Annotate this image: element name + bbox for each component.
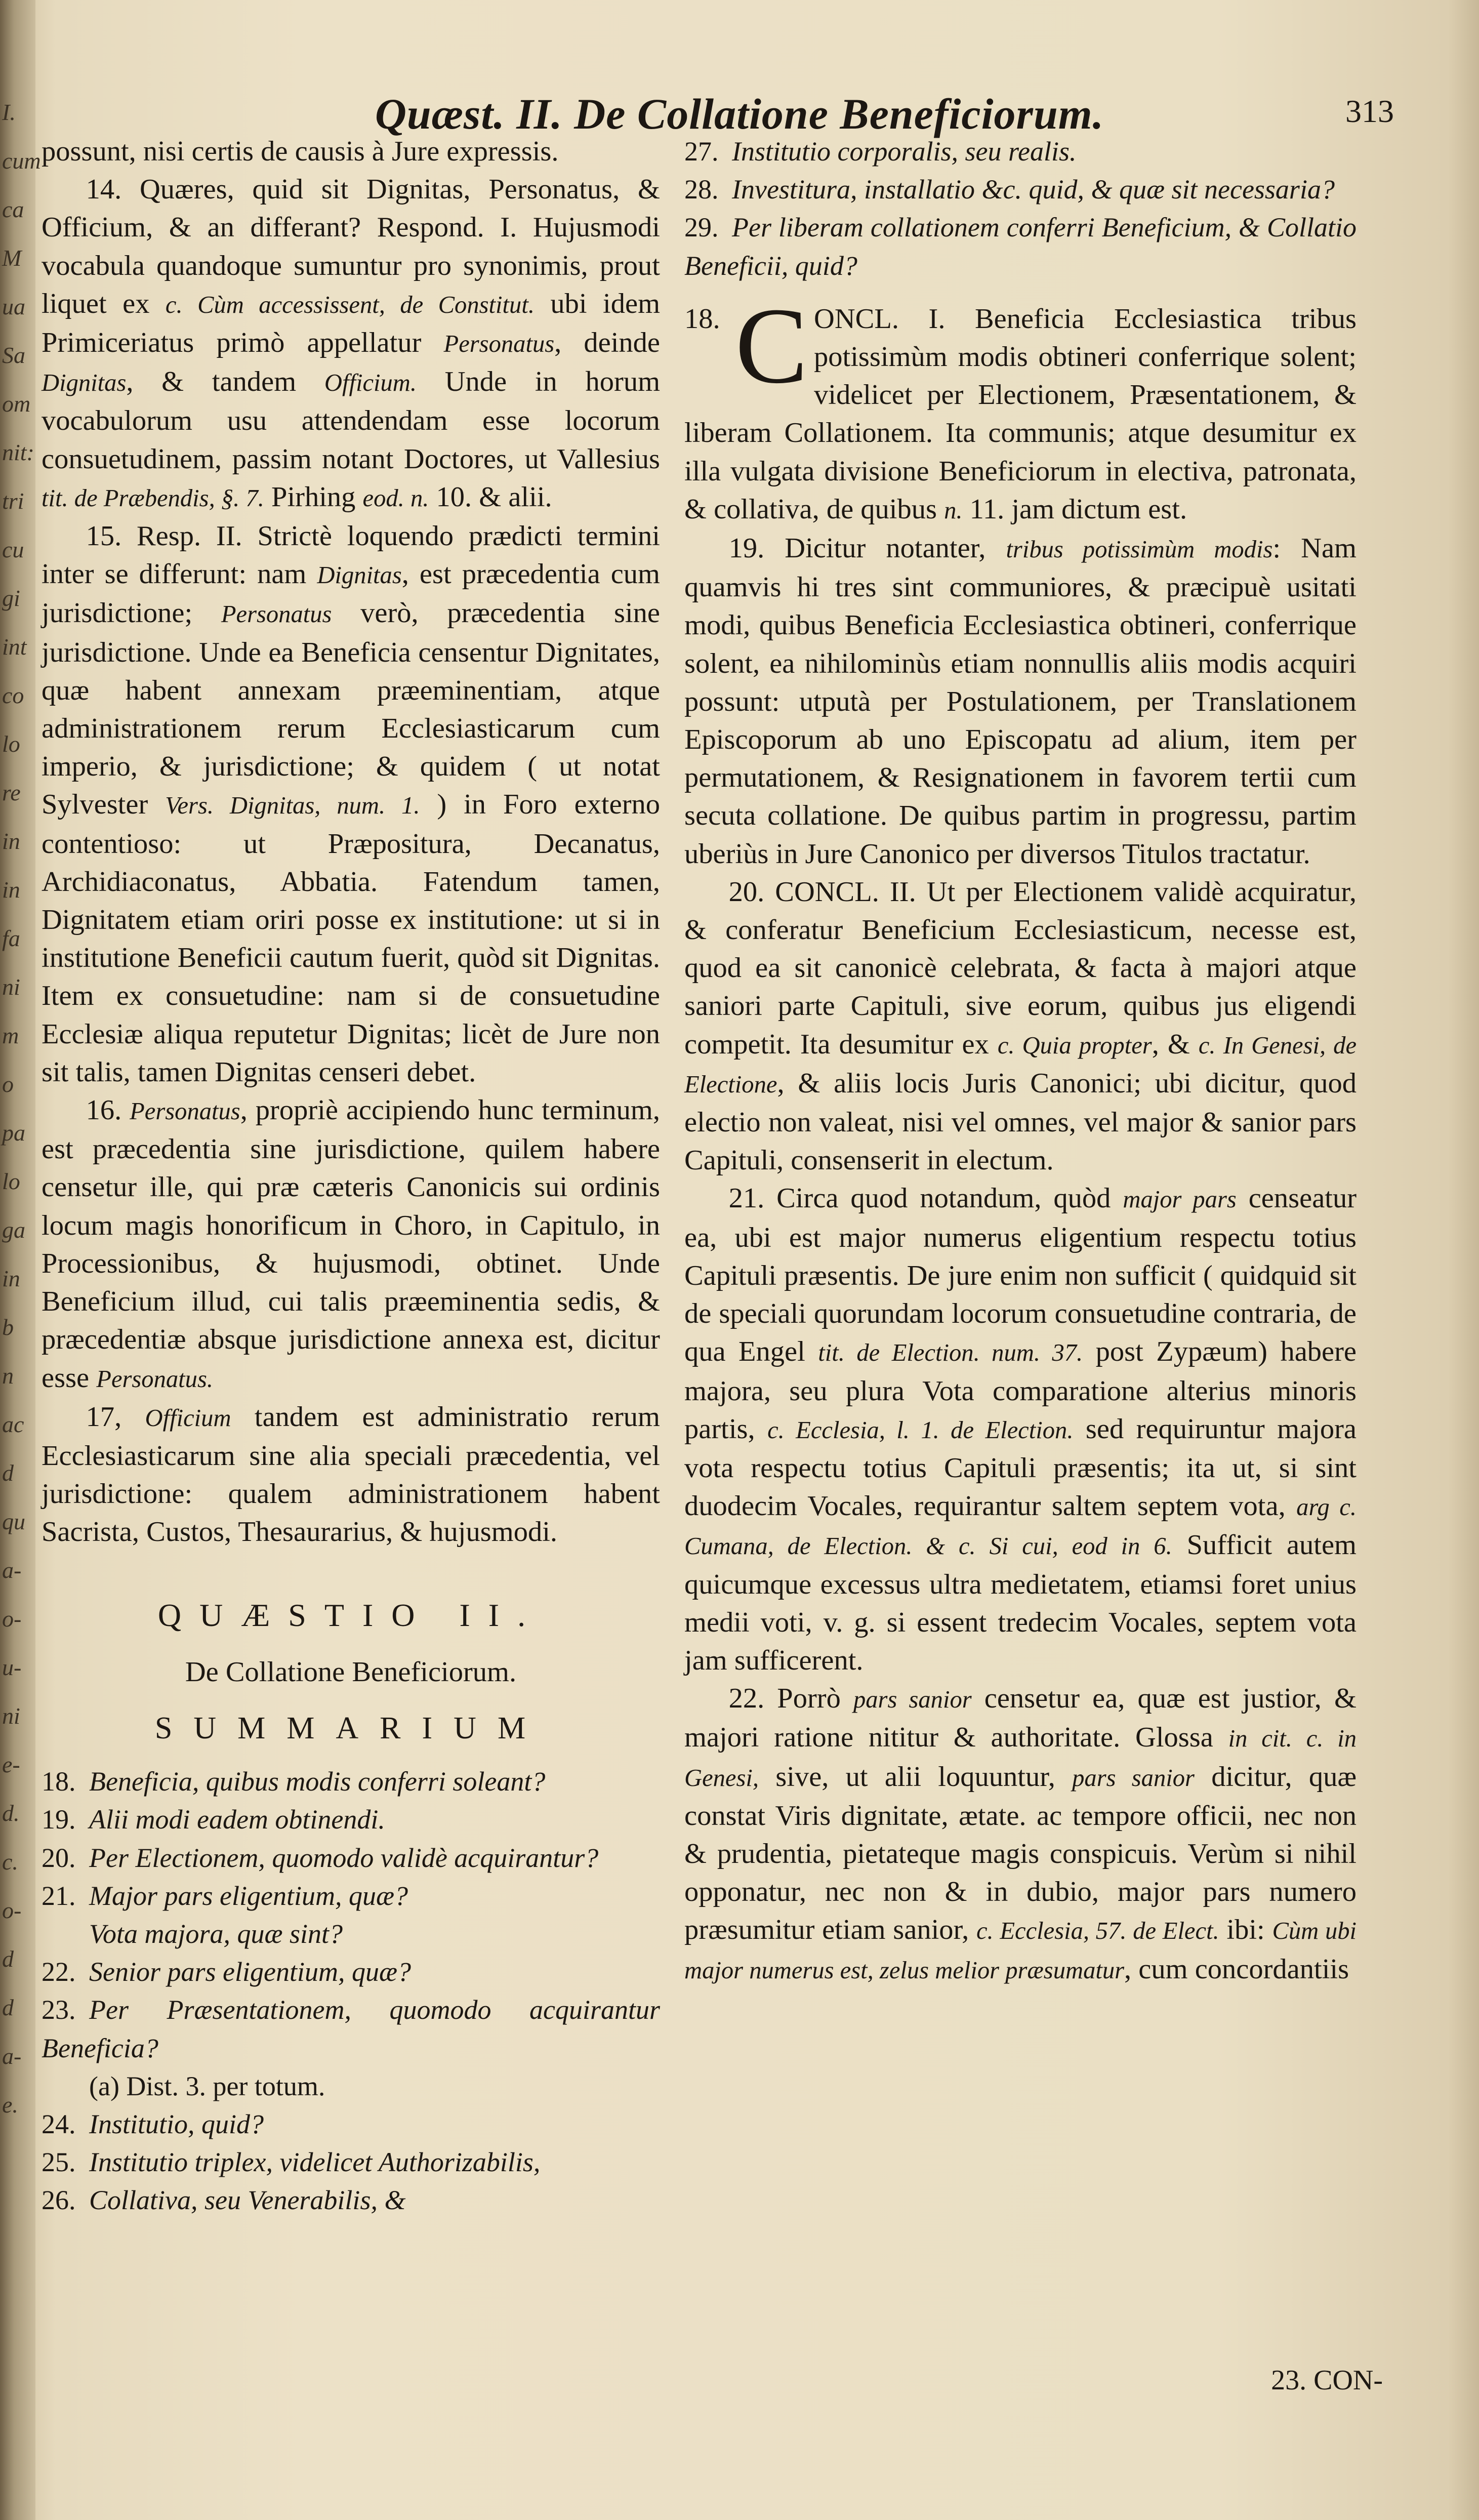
margin-fragment: in xyxy=(2,1266,20,1291)
margin-fragment: ga xyxy=(2,1217,25,1243)
margin-fragment: d xyxy=(2,1460,14,1486)
margin-fragment: in xyxy=(2,877,20,903)
summary-item-text: Per Præsentationem, quomodo acquirantur Beneficia? xyxy=(42,1995,660,2063)
margin-fragment: I. xyxy=(2,99,16,125)
summary-item xyxy=(684,209,1357,284)
paragraph-21: 21. Circa quod notandum, quòd major pars censeatur ea, ubi est major numerus eligentium respectu totius Capituli præsentis. De jure enim non sufficit ( quidquid sit de speciali quorundam locorum consuetudine contraria, de qua Engel tit. de Election. num. 37. post Zypæum) habere majora, seu plura Vota comparatione alterius minoris partis, c. Ecclesia, l. 1. de Election. sed requiruntur majora vota respectu totius Capituli præsentis; ita ut, si sint duodecim Vocales, requirantur saltem septem vota, arg c. Cumana, de Election. & c. Si cui, eod in 6. Sufficit autem quicumque excessus ultra medietatem, etiamsi foret unius medii voti, v. g. si essent tredecim Vocales, septem vota jam sufficerent. xyxy=(684,1183,1357,1676)
running-header xyxy=(0,89,1479,137)
summary-item-text: Major pars eligentium, quæ? xyxy=(89,1880,408,1911)
summary-item-number: 18. xyxy=(42,1766,76,1797)
margin-fragment: ca xyxy=(2,196,24,222)
margin-fragment: b xyxy=(2,1314,14,1340)
summary-item-text: Collativa, seu Venerabilis, & xyxy=(89,2185,406,2216)
margin-fragment: o- xyxy=(2,1606,22,1632)
summary-item xyxy=(684,133,1357,171)
margin-fragment: a- xyxy=(2,1557,22,1583)
summary-item xyxy=(684,171,1357,209)
margin-fragment: re xyxy=(2,780,21,805)
summary-item-number: 28. xyxy=(684,174,719,205)
summary-item-number: 24. xyxy=(42,2108,76,2139)
margin-fragment: qu xyxy=(2,1509,25,1534)
right-column xyxy=(684,133,1357,1989)
summary-item-text: Vota majora, quæ sint? xyxy=(89,1918,343,1949)
summary-item xyxy=(42,2067,660,2105)
summary-item-text: Alii modi eadem obtinendi. xyxy=(89,1804,385,1835)
left-column xyxy=(42,133,660,2220)
paragraph-14: 14. Quæres, quid sit Dignitas, Personatus, & Officium, & an differant? Respond. I. Hujusmodi vocabula quandoque sumuntur pro synonimis, prout liquet ex c. Cùm accessissent, de Constitut. ubi idem Primiceriatus primò appellatur Personatus, deinde Dignitas, & tandem Officium. Unde in horum vocabulorum usu attendendam esse locorum consuetudinem, passim notant Doctores, ut Vallesius tit. de Præbendis, §. 7. Pirhing eod. n. 10. & alii. xyxy=(42,174,661,513)
summary-item xyxy=(42,2181,660,2219)
margin-fragment: o- xyxy=(2,1897,22,1923)
margin-fragment: nit: xyxy=(2,439,34,465)
margin-fragment: ni xyxy=(2,974,20,1000)
margin-fragment: e. xyxy=(2,2092,18,2118)
summary-item xyxy=(42,1877,660,1915)
summary-item-text: Beneficia, quibus modis conferri soleant? xyxy=(89,1766,546,1797)
margin-fragment: M xyxy=(2,245,22,271)
margin-fragment: lo xyxy=(2,1168,20,1194)
summary-item xyxy=(42,1991,660,2067)
summary-item-number: 21. xyxy=(42,1880,76,1911)
summary-item-text: Institutio corporalis, seu realis. xyxy=(732,136,1077,167)
summary-item-text: Senior pars eligentium, quæ? xyxy=(89,1957,411,1987)
summary-item-number: 27. xyxy=(684,136,719,167)
running-title: Quæst. II. De Collatione Beneficiorum. xyxy=(375,90,1104,138)
margin-fragment: u- xyxy=(2,1654,22,1680)
paragraph-22: 22. Porrò pars sanior censetur ea, quæ est justior, & majori ratione nititur & authoritate. Glossa in cit. c. in Genesi, sive, ut alii loquuntur, pars sanior dicitur, quæ constat Viris dignitate, ætate. ac tempore officii, nec non & prudentia, pietateque magis conspicuis. Verùm si nihil opponatur, nec non & in dubio, major pars numero præsumitur etiam sanior, c. Ecclesia, 57. de Elect. ibi: Cùm ubi major numerus est, zelus melior præsumatur, cum concordantiis xyxy=(684,1683,1357,1985)
summary-list xyxy=(42,1763,660,2219)
summary-item-text: Institutio triplex, videlicet Authorizabilis, xyxy=(89,2147,541,2178)
summary-list-continued xyxy=(684,133,1357,285)
margin-fragment: lo xyxy=(2,731,20,757)
margin-fragment: d xyxy=(2,1946,14,1972)
summary-item xyxy=(42,1801,660,1839)
margin-fragment: fa xyxy=(2,925,20,951)
summary-item-text: Per Electionem, quomodo validè acquirantur? xyxy=(89,1842,599,1873)
summary-item-number: 23. xyxy=(42,1995,76,2025)
summary-item xyxy=(42,2105,660,2143)
margin-fragment: cum xyxy=(2,148,41,174)
margin-fragment: Sa xyxy=(2,342,25,368)
catchword: 23. CON- xyxy=(1271,2365,1383,2396)
summary-item-number: 26. xyxy=(42,2185,76,2216)
question-title: QUÆSTIO II. xyxy=(157,1597,544,1633)
summary-item-number: 22. xyxy=(42,1957,76,1987)
margin-fragment: a- xyxy=(2,2043,22,2069)
margin-fragment: int xyxy=(2,634,27,660)
summary-item-number: 19. xyxy=(42,1804,76,1835)
margin-fragment: cu xyxy=(2,537,24,562)
question-subtitle: De Collatione Beneficiorum. xyxy=(185,1656,517,1688)
summary-item-text: Per liberam collationem conferri Beneficium, & Collatio Beneficii, quid? xyxy=(684,212,1357,281)
summary-item-text: Investitura, installatio &c. quid, & quæ sit necessaria? xyxy=(732,174,1335,205)
margin-fragment: pa xyxy=(2,1120,25,1146)
margin-fragment: d xyxy=(2,1995,14,2020)
margin-fragment: o xyxy=(2,1071,14,1097)
paragraph-19: 19. Dicitur notanter, tribus potissimùm modis: Nam quamvis hi tres sint communiores, & præcipuè usitati modi, quibus Beneficia Ecclesiastica obtineri, conferrique solent, ea nihilominùs etiam nonnullis aliis modis acquiri possunt: utputà per Postulationem, per Translationem Episcoporum ab uno Episcopatu ad alium, item per permutationem, & Resignationem in favorem tertii cum secuta collatione. De quibus partim in progressu, partim uberiùs in Jure Canonico per diversos Titulos tractatur. xyxy=(684,533,1357,870)
summary-item-number: 25. xyxy=(42,2147,76,2178)
summary-item xyxy=(42,1953,660,1991)
paragraph-17: 17, Officium tandem est administratio rerum Ecclesiasticarum sine alia speciali præcedentia, vel jurisdictione: qualem administrationem habent Sacrista, Custos, Thesaurarius, & hujusmodi. xyxy=(42,1401,661,1548)
margin-fragment: in xyxy=(2,828,20,854)
summary-item-number: 29. xyxy=(684,212,719,243)
summary-item xyxy=(42,1915,660,1953)
summary-item-text: Institutio, quid? xyxy=(89,2108,264,2139)
paragraph-16: 16. Personatus, propriè accipiendo hunc terminum, est præcedentia sine jurisdictione, quilem habere censetur ille, qui præ cæteris Canonicis sui ordinis locum magis honorificum in Choro, in Capitulo, in Processionibus, & hujusmodi, obtinet. Unde Beneficium illud, cui talis præeminentia sedis, & præcedentiæ absque jurisdictione annexa est, dicitur esse Personatus. xyxy=(42,1094,661,1394)
margin-fragment: e- xyxy=(2,1752,20,1777)
summary-item xyxy=(42,2143,660,2181)
margin-fragment: c. xyxy=(2,1849,18,1875)
summary-item xyxy=(42,1763,660,1801)
margin-fragment: d. xyxy=(2,1800,20,1826)
summarium-heading: SUMMARIUM xyxy=(154,1711,547,1745)
paragraph-20: 20. CONCL. II. Ut per Electionem validè acquiratur, & conferatur Beneficium Ecclesiasticum, necesse est, quod ea sit canonicè celebrata, & facta à majori atque saniori parte Capituli, sive eorum, quibus jus eligendi competit. Ita desumitur ex c. Quia propter, & c. In Genesi, de Electione, & aliis locis Juris Canonici; ubi dicitur, quod electio non valeat, nisi vel omnes, vel major & sanior pars Capituli, consenserit in electum. xyxy=(684,876,1357,1176)
margin-fragment: ac xyxy=(2,1411,24,1437)
margin-fragment: ni xyxy=(2,1703,20,1729)
paragraph-15: 15. Resp. II. Strictè loquendo prædicti termini inter se differunt: nam Dignitas, est præcedentia cum jurisdictione; Personatus verò, præcedentia sine jurisdictione. Unde ea Beneficia censentur Dignitates, quæ habent annexam præeminentiam, atque administrationem rerum Ecclesiasticarum cum imperio, & jurisdictione; & quidem ( ut notat Sylvester Vers. Dignitas, num. 1. ) in Foro externo contentioso: ut Præpositura, Decanatus, Archidiaconatus, Abbatia. Fatendum tamen, Dignitatem etiam oriri posse ex institutione: ut si in institutione Beneficii cautum fuerit, quòd sit Dignitas. Item ex consuetudine: nam si de consuetudine Ecclesiæ aliqua reputetur Dignitas; licèt de Jure non sit talis, tamen Dignitas censeri debet. xyxy=(42,520,661,1088)
summary-item-text: (a) Dist. 3. per totum. xyxy=(89,2070,325,2101)
margin-fragment: co xyxy=(2,682,24,708)
margin-fragment: n xyxy=(2,1363,14,1389)
paragraph-continuation: possunt, nisi certis de causis à Jure expressis. xyxy=(42,136,559,167)
drop-cap: C xyxy=(735,284,808,406)
binding-gutter xyxy=(0,0,35,2520)
page-number: 313 xyxy=(1345,93,1394,129)
margin-fragment: gi xyxy=(2,585,20,611)
margin-fragment: m xyxy=(2,1023,19,1048)
margin-fragment: om xyxy=(2,391,31,417)
margin-fragment: ua xyxy=(2,294,25,319)
summary-item-number: 20. xyxy=(42,1842,76,1873)
paragraph-18: 18. C ONCL. I. Beneficia Ecclesiastica tribus potissimùm modis obtineri conferrique solent; videlicet per Electionem, Præsentationem, & liberam Collationem. Ita communis; atque desumitur ex illa vulgata divisione Beneficiorum in electiva, patronata, & collativa, de quibus n. 11. jam dictum est. xyxy=(684,284,1357,525)
margin-fragment: tri xyxy=(2,488,24,514)
summary-item xyxy=(42,1839,660,1877)
